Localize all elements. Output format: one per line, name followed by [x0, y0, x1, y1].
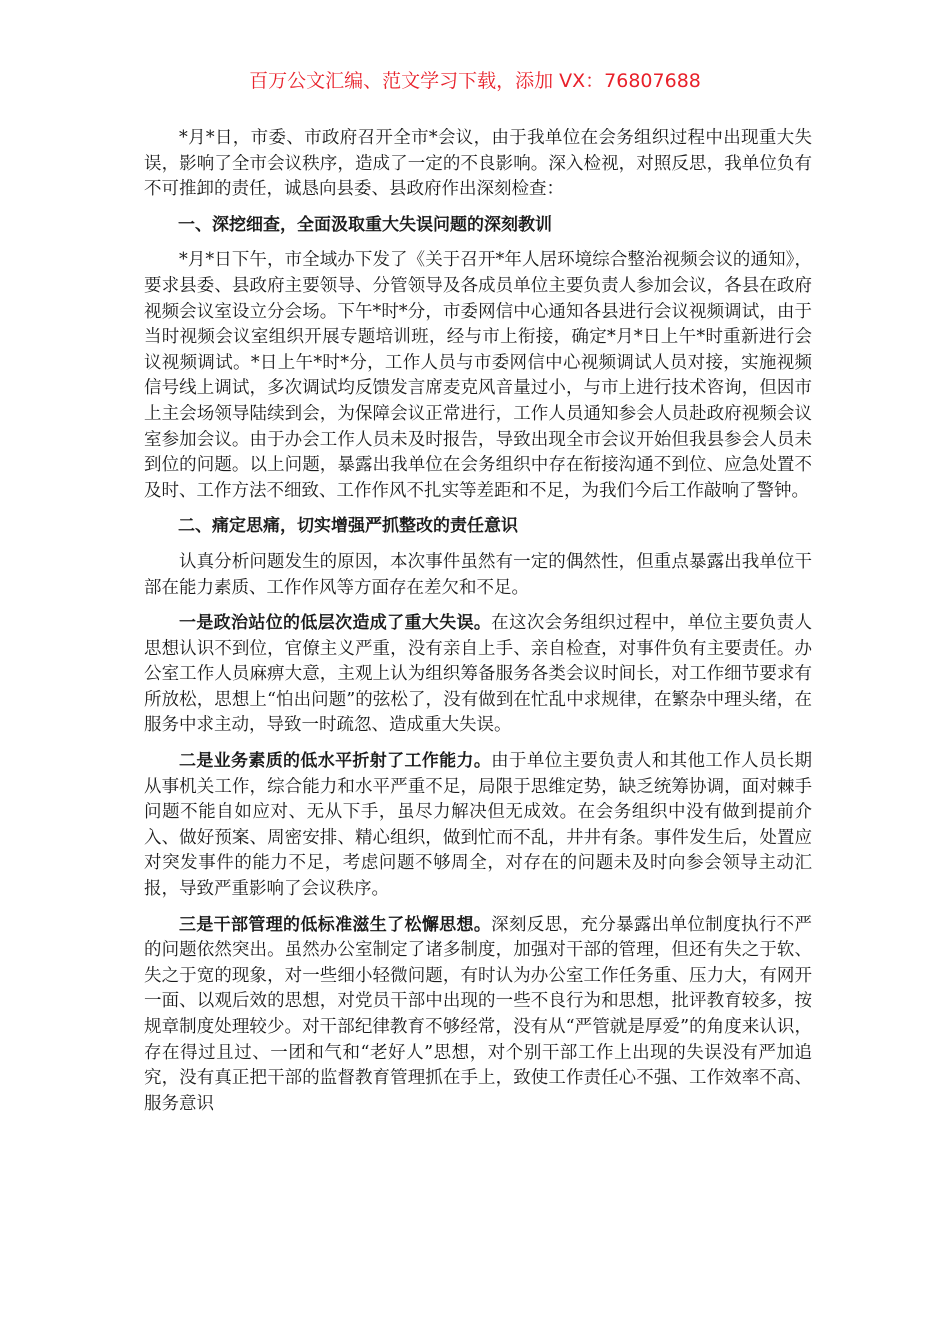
paragraph-3: [144, 611, 812, 739]
paragraph-text: *月*日下午，市全域办下发了《关于召开*年人居环境综合整治视频会议的通知》，要求县委、县政府主要领导、分管领导及各成员单位主要负责人参加会议，各县在政府视频会议室设立分会场。下午*时*分，市委网信中心通知各县进行会议视频调试，由于当时视频会议室组织开展专题培训班，经与市上衔接，确定*月*日上午*时重新进行会议视频调试。*日上午*时*分，工作人员与市委网信中心视频调试人员对接，实施视频信号线上调试，多次调试均反馈发言席麦克风音量过小，与市上进行技术咨询，但因市上主会场领导陆续到会，为保障会议正常进行，工作人员通知参会人员赴政府视频会议室参加会议。由于办会工作人员未及时报告，导致出现全市会议开始但我县参会人员未到位的问题。以上问题，暴露出我单位在会务组织中存在衔接沟通不到位、应急处置不及时、工作方法不细致、工作作风不扎实等差距和不足，为我们今后工作敲响了警钟。: [144, 250, 812, 501]
section-heading-1: [144, 213, 812, 239]
paragraph-text: 认真分析问题发生的原因，本次事件虽然有一定的偶然性，但重点暴露出我单位干部在能力素质、工作作风等方面存在差欠和不足。: [144, 551, 812, 598]
paragraph-text: 深刻反思，充分暴露出单位制度执行不严的问题依然突出。虽然办公室制定了诸多制度，加强对干部的管理，但还有失之于软、失之于宽的现象，对一些细小轻微问题，有时认为办公室工作任务重、压力大，有网开一面、以观后效的思想，对党员干部中出现的一些不良行为和思想，批评教育较多，按规章制度处理较少。对干部纪律教育不够经常，没有从“严管就是厚爱”的角度来认识，存在得过且过、一团和气和“老好人”思想，对个别干部工作上出现的失误没有严加追究，没有真正把干部的监督教育管理抓在手上，致使工作责任心不强、工作效率不高、服务意识: [144, 914, 812, 1114]
paragraph-intro: [144, 126, 812, 203]
section-heading-2: [144, 514, 812, 540]
paragraph-4: [144, 749, 812, 903]
paragraph-lead: 一是政治站位的低层次造成了重大失误。: [179, 613, 492, 634]
paragraph-text: 在这次会务组织过程中，单位主要负责人思想认识不到位，官僚主义严重，没有亲自上手、亲自检查，对事件负有主要责任。办公室工作人员麻痹大意，主观上认为组织筹备服务各类会议时间长，对工作细节要求有所放松，思想上“怕出问题”的弦松了，没有做到在忙乱中求规律，在繁杂中理头绪，在服务中求主动，导致一时疏忽、造成重大失误。: [144, 613, 812, 736]
paragraph-2: [144, 550, 812, 601]
paragraph-text: 由于单位主要负责人和其他工作人员长期从事机关工作，综合能力和水平严重不足，局限于思维定势，缺乏统筹协调，面对棘手问题不能自如应对、无从下手，虽尽力解决但无成效。在会务组织中没有做到提前介入、做好预案、周密安排、精心组织，做到忙而不乱，井井有条。事件发生后，处置应对突发事件的能力不足，考虑问题不够周全，对存在的问题未及时向参会领导主动汇报，导致严重影响了会议秩序。: [144, 751, 812, 900]
paragraph-5: [144, 913, 812, 1118]
paragraph-1: [144, 248, 812, 504]
document-body: [144, 126, 812, 1127]
heading-text: 二、痛定思痛，切实增强严抓整改的责任意识: [178, 516, 518, 537]
paragraph-lead: 三是干部管理的低标准滋生了松懈思想。: [179, 914, 492, 935]
paragraph-text: *月*日，市委、市政府召开全市*会议，由于我单位在会务组织过程中出现重大失误，影响了全市会议秩序，造成了一定的不良影响。深入检视，对照反思，我单位负有不可推卸的责任，诚恳向县委、县政府作出深刻检查：: [144, 128, 812, 200]
heading-text: 一、深挖细查，全面汲取重大失误问题的深刻教训: [178, 214, 552, 235]
header-banner: 百万公文汇编、范文学习下载，添加 VX：76807688: [249, 70, 701, 92]
paragraph-lead: 二是业务素质的低水平折射了工作能力。: [179, 751, 492, 772]
